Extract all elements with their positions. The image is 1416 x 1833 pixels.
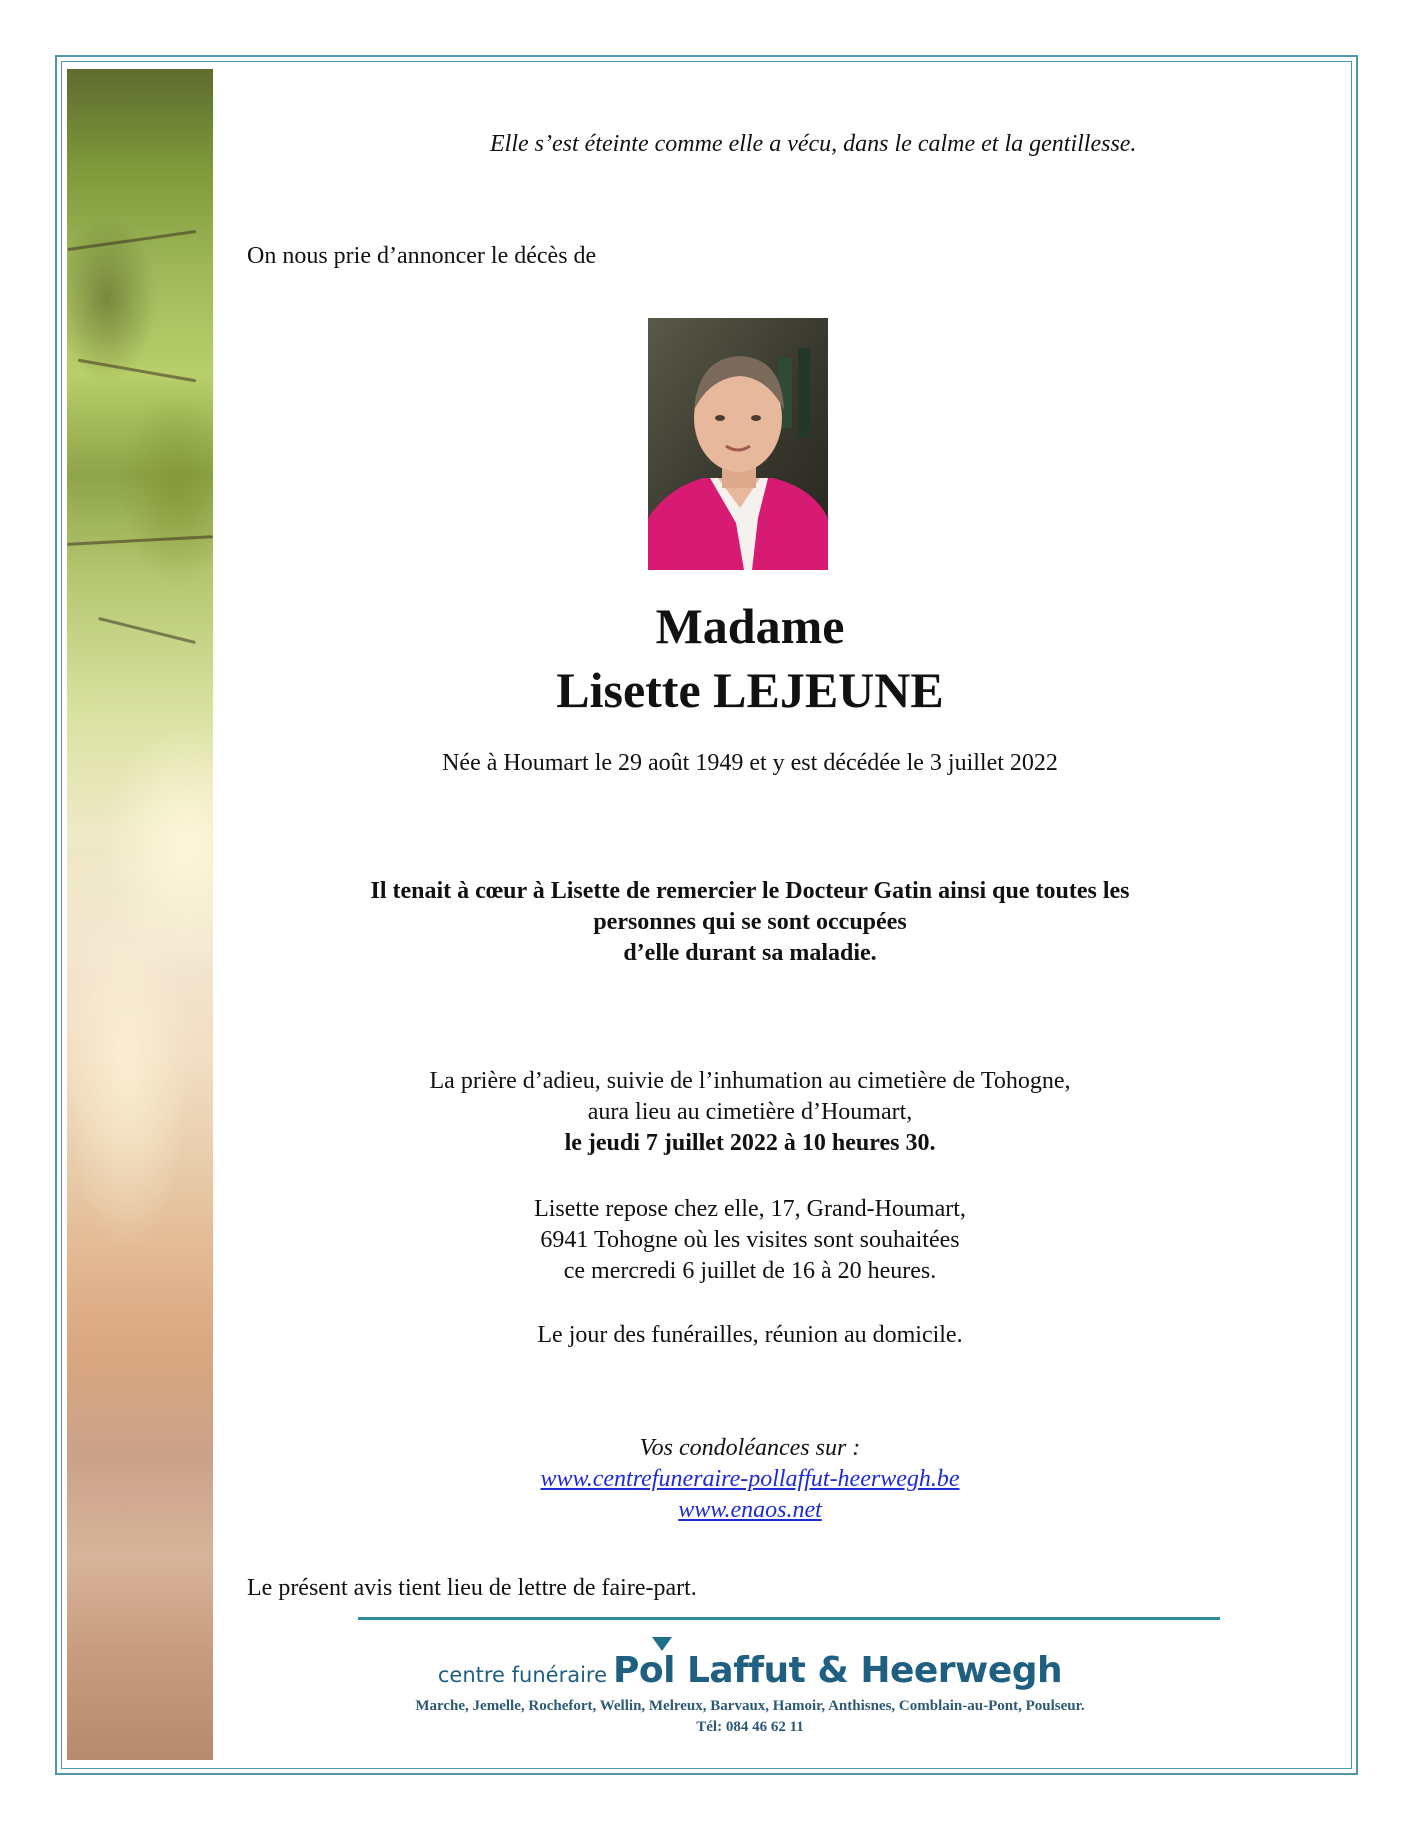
visits-line-3: ce mercredi 6 juillet de 16 à 20 heures. <box>563 1258 937 1284</box>
funeral-home-logo <box>213 1650 1287 1691</box>
thanks-line-2: personnes qui se sont occupées <box>593 909 907 935</box>
condolences-link-enaos[interactable]: www.enaos.net <box>678 1497 822 1523</box>
brand-small-text: centre funéraire <box>437 1663 607 1687</box>
birth-death-dates: Née à Houmart le 29 août 1949 et y est décédée le 3 juillet 2022 <box>442 750 1058 776</box>
triangle-marker-icon <box>652 1637 672 1651</box>
footer-phone: Tél: 084 46 62 11 <box>696 1719 804 1735</box>
visits-line-2: 6941 Tohogne où les visites sont souhaitées <box>540 1227 960 1253</box>
deceased-name: Lisette LEJEUNE <box>556 662 944 718</box>
condolences-block <box>213 1433 1287 1526</box>
brand-name: Pol Laffut & Heerwegh <box>613 1650 1063 1691</box>
visits-block <box>213 1194 1287 1287</box>
ceremony-block <box>213 1066 1287 1159</box>
ceremony-line-1: La prière d’adieu, suivie de l’inhumation au cimetière de Tohogne, <box>429 1068 1071 1094</box>
portrait-photo <box>648 318 828 570</box>
faire-part-notice: Le présent avis tient lieu de lettre de faire-part. <box>247 1575 697 1601</box>
thanks-block <box>213 876 1287 969</box>
thanks-line-1: Il tenait à cœur à Lisette de remercier le Docteur Gatin ainsi que toutes les <box>370 878 1130 904</box>
thanks-line-3: d’elle durant sa maladie. <box>623 940 877 966</box>
announcement: On nous prie d’annoncer le décès de <box>247 243 597 269</box>
forest-path-image <box>67 69 213 1760</box>
ceremony-line-2: aura lieu au cimetière d’Houmart, <box>587 1099 913 1125</box>
condolences-label: Vos condoléances sur : <box>639 1435 861 1461</box>
ceremony-date: le jeudi 7 juillet 2022 à 10 heures 30. <box>564 1130 936 1156</box>
visits-line-1: Lisette repose chez elle, 17, Grand-Houmart, <box>534 1196 966 1222</box>
epigraph: Elle s’est éteinte comme elle a vécu, dans le calme et la gentillesse. <box>490 131 1137 157</box>
reunion-text: Le jour des funérailles, réunion au domicile. <box>537 1322 963 1348</box>
footer-divider <box>358 1617 1220 1620</box>
deceased-title: Madame <box>655 598 845 654</box>
footer-locations: Marche, Jemelle, Rochefort, Wellin, Melreux, Barvaux, Hamoir, Anthisnes, Comblain-au-Pont, Poulseur. <box>415 1698 1085 1714</box>
condolences-link-funeral-center[interactable]: www.centrefuneraire-pollaffut-heerwegh.be <box>540 1466 960 1492</box>
